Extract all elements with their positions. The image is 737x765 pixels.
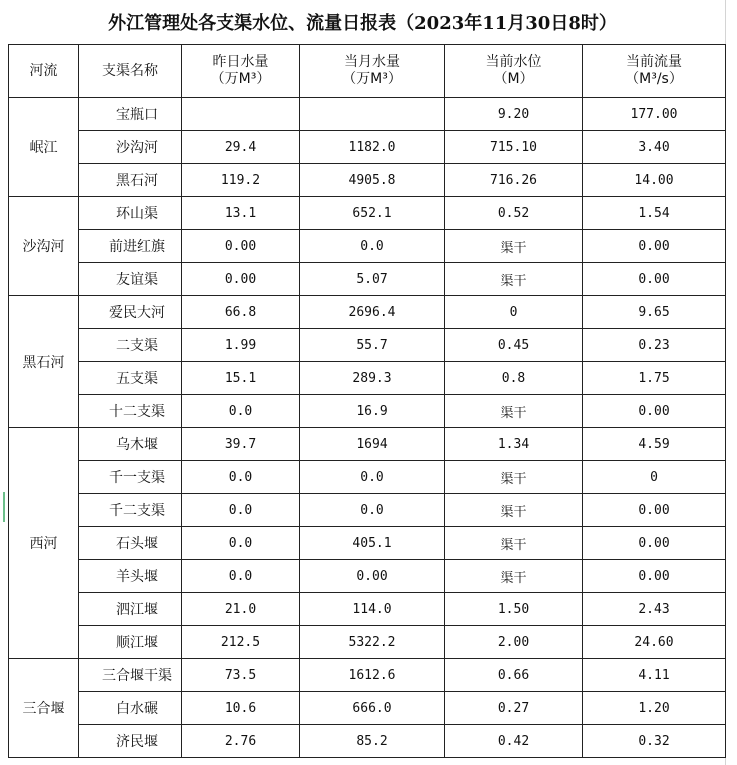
channel-name-cell[interactable]: 泗江堰 [79,593,182,626]
channel-name-cell[interactable]: 三合堰干渠 [79,659,182,692]
row-selection-marker [3,492,5,522]
table-row [9,362,726,395]
report-title: 外江管理处各支渠水位、流量日报表（2023年11月30日8时） [108,13,617,34]
header-water-level-label: 当前水位 [485,54,542,70]
water-level-cell[interactable]: 716.26 [445,164,583,197]
header-flow-label: 当前流量 [626,54,682,70]
yesterday-volume-cell[interactable]: 21.0 [182,593,300,626]
month-volume-cell[interactable]: 666.0 [300,692,445,725]
flow-cell[interactable]: 9.65 [583,296,726,329]
channel-name-cell[interactable]: 白水碾 [79,692,182,725]
yesterday-volume-cell[interactable]: 29.4 [182,131,300,164]
yesterday-volume-cell[interactable]: 2.76 [182,725,300,758]
header-month-volume-label: 当月水量 [344,54,400,70]
header-month-volume-unit: （万M³） [342,71,402,87]
water-level-cell[interactable]: 1.34 [445,428,583,461]
month-volume-cell[interactable]: 0.0 [300,494,445,527]
table-row [9,98,726,131]
table-row [9,692,726,725]
channel-name-cell[interactable]: 羊头堰 [79,560,182,593]
flow-cell[interactable]: 4.11 [583,659,726,692]
channel-name-cell[interactable]: 沙沟河 [79,131,182,164]
flow-cell[interactable]: 1.54 [583,197,726,230]
river-cell[interactable]: 三合堰 [9,659,79,758]
table-row [9,296,726,329]
water-level-cell[interactable]: 0.66 [445,659,583,692]
water-level-cell[interactable]: 9.20 [445,98,583,131]
month-volume-cell[interactable]: 0.00 [300,560,445,593]
table-row [9,197,726,230]
river-cell[interactable]: 岷江 [9,98,79,197]
channel-name-cell[interactable]: 黑石河 [79,164,182,197]
water-level-cell[interactable]: 渠干 [445,560,583,593]
water-level-cell[interactable]: 715.10 [445,131,583,164]
month-volume-cell[interactable]: 16.9 [300,395,445,428]
flow-cell[interactable]: 0 [583,461,726,494]
river-cell[interactable]: 黑石河 [9,296,79,428]
header-yesterday-volume[interactable] [182,45,300,98]
table-row [9,428,726,461]
month-volume-cell[interactable]: 114.0 [300,593,445,626]
water-level-cell[interactable]: 0.52 [445,197,583,230]
table-row [9,395,726,428]
header-row [9,45,726,98]
channel-name-cell[interactable]: 千一支渠 [79,461,182,494]
water-level-cell[interactable]: 渠干 [445,230,583,263]
table-row [9,494,726,527]
header-yesterday-volume-label: 昨日水量 [212,54,269,70]
river-cell[interactable]: 西河 [9,428,79,659]
table-row [9,527,726,560]
table-row [9,725,726,758]
yesterday-volume-cell[interactable]: 212.5 [182,626,300,659]
yesterday-volume-cell[interactable]: 10.6 [182,692,300,725]
channel-name-cell[interactable]: 济民堰 [79,725,182,758]
flow-cell[interactable]: 0.00 [583,527,726,560]
yesterday-volume-cell[interactable]: 0.00 [182,263,300,296]
channel-name-cell[interactable]: 二支渠 [79,329,182,362]
water-level-cell[interactable]: 0.27 [445,692,583,725]
water-level-cell[interactable]: 0.45 [445,329,583,362]
header-flow[interactable] [583,45,726,98]
water-level-cell[interactable]: 渠干 [445,395,583,428]
header-water-level[interactable] [445,45,583,98]
channel-name-cell[interactable]: 宝瓶口 [79,98,182,131]
river-cell[interactable]: 沙沟河 [9,197,79,296]
water-level-cell[interactable]: 2.00 [445,626,583,659]
table-row [9,263,726,296]
yesterday-volume-cell[interactable]: 0.0 [182,461,300,494]
header-water-level-unit: （M） [493,71,534,87]
water-level-cell[interactable]: 0 [445,296,583,329]
header-flow-unit: （M³/s） [625,71,683,87]
yesterday-volume-cell[interactable]: 0.00 [182,230,300,263]
table-row [9,659,726,692]
flow-cell[interactable]: 0.23 [583,329,726,362]
table-row [9,626,726,659]
header-river[interactable]: 河流 [9,45,79,98]
month-volume-cell[interactable] [300,98,445,131]
water-level-cell[interactable]: 渠干 [445,527,583,560]
month-volume-cell[interactable]: 5322.2 [300,626,445,659]
table-row [9,461,726,494]
flow-cell[interactable]: 0.00 [583,560,726,593]
channel-name-cell[interactable]: 五支渠 [79,362,182,395]
yesterday-volume-cell[interactable]: 15.1 [182,362,300,395]
month-volume-cell[interactable]: 0.0 [300,230,445,263]
table-row [9,329,726,362]
flow-cell[interactable]: 2.43 [583,593,726,626]
channel-name-cell[interactable]: 乌木堰 [79,428,182,461]
yesterday-volume-cell[interactable]: 0.0 [182,494,300,527]
month-volume-cell[interactable]: 85.2 [300,725,445,758]
channel-name-cell[interactable]: 顺江堰 [79,626,182,659]
channel-name-cell[interactable]: 石头堰 [79,527,182,560]
water-level-cell[interactable]: 渠干 [445,263,583,296]
month-volume-cell[interactable]: 2696.4 [300,296,445,329]
month-volume-cell[interactable]: 652.1 [300,197,445,230]
flow-cell[interactable]: 177.00 [583,98,726,131]
yesterday-volume-cell[interactable]: 0.0 [182,560,300,593]
yesterday-volume-cell[interactable]: 39.7 [182,428,300,461]
channel-name-cell[interactable]: 前进红旗 [79,230,182,263]
month-volume-cell[interactable]: 405.1 [300,527,445,560]
header-yesterday-volume-unit: （万M³） [210,71,271,87]
flow-cell[interactable]: 1.75 [583,362,726,395]
channel-name-cell[interactable]: 十二支渠 [79,395,182,428]
water-level-cell[interactable]: 渠干 [445,461,583,494]
channel-name-cell[interactable]: 友谊渠 [79,263,182,296]
yesterday-volume-cell[interactable] [182,98,300,131]
yesterday-volume-cell[interactable]: 13.1 [182,197,300,230]
yesterday-volume-cell[interactable]: 0.0 [182,527,300,560]
yesterday-volume-cell[interactable]: 119.2 [182,164,300,197]
yesterday-volume-cell[interactable]: 73.5 [182,659,300,692]
month-volume-cell[interactable]: 5.07 [300,263,445,296]
month-volume-cell[interactable]: 0.0 [300,461,445,494]
water-level-cell[interactable]: 1.50 [445,593,583,626]
water-level-cell[interactable]: 渠干 [445,494,583,527]
water-level-cell[interactable]: 0.42 [445,725,583,758]
month-volume-cell[interactable]: 1694 [300,428,445,461]
table-row [9,230,726,263]
channel-name-cell[interactable]: 环山渠 [79,197,182,230]
flow-cell[interactable]: 4.59 [583,428,726,461]
flow-cell[interactable]: 0.32 [583,725,726,758]
flow-cell[interactable]: 1.20 [583,692,726,725]
table-row [9,164,726,197]
report-table [8,44,726,758]
flow-cell[interactable]: 0.00 [583,395,726,428]
yesterday-volume-cell[interactable]: 66.8 [182,296,300,329]
flow-cell[interactable]: 0.00 [583,230,726,263]
month-volume-cell[interactable]: 55.7 [300,329,445,362]
yesterday-volume-cell[interactable]: 1.99 [182,329,300,362]
table-row [9,593,726,626]
month-volume-cell[interactable]: 1182.0 [300,131,445,164]
flow-cell[interactable]: 0.00 [583,263,726,296]
channel-name-cell[interactable]: 千二支渠 [79,494,182,527]
month-volume-cell[interactable]: 289.3 [300,362,445,395]
water-level-cell[interactable]: 0.8 [445,362,583,395]
flow-cell[interactable]: 3.40 [583,131,726,164]
table-row [9,560,726,593]
channel-name-cell[interactable]: 爱民大河 [79,296,182,329]
month-volume-cell[interactable]: 1612.6 [300,659,445,692]
header-channel-name[interactable]: 支渠名称 [79,45,182,98]
yesterday-volume-cell[interactable]: 0.0 [182,395,300,428]
month-volume-cell[interactable]: 4905.8 [300,164,445,197]
header-month-volume[interactable] [300,45,445,98]
table-row [9,131,726,164]
flow-cell[interactable]: 14.00 [583,164,726,197]
flow-cell[interactable]: 0.00 [583,494,726,527]
flow-cell[interactable]: 24.60 [583,626,726,659]
